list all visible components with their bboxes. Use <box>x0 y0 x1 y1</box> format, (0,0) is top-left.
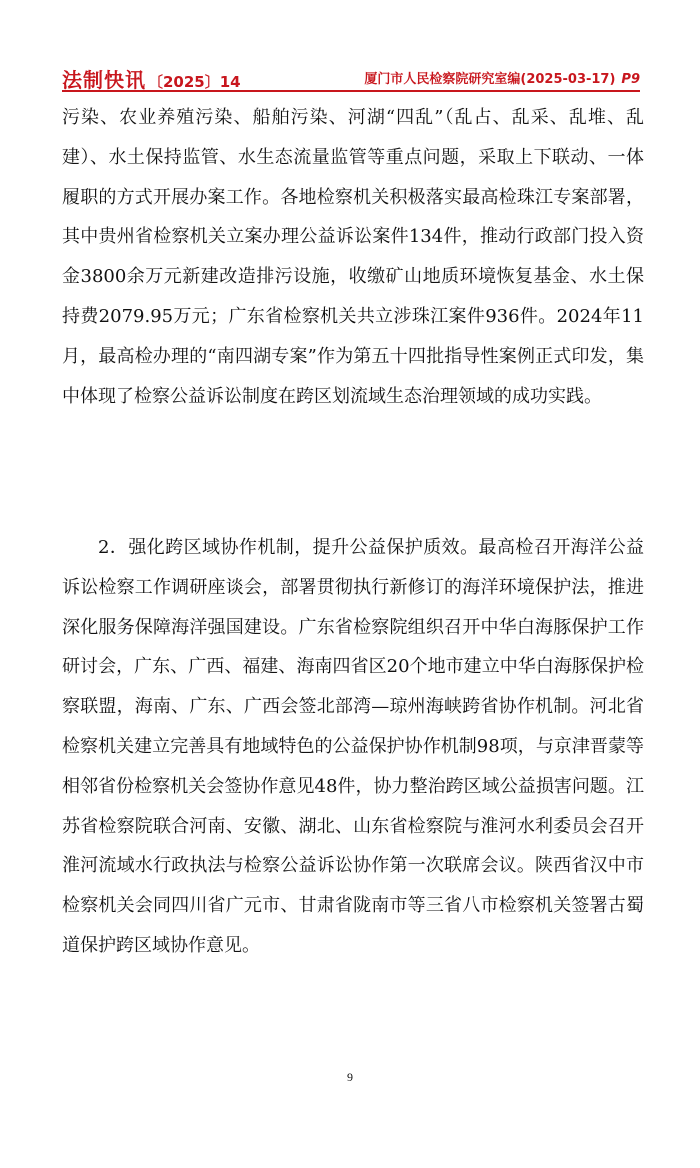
newsletter-name: 法制快讯 <box>62 68 146 92</box>
issue-number: 〔2025〕14 <box>148 73 241 91</box>
paragraph-section-2 <box>62 528 644 966</box>
paragraph-text: 2．强化跨区域协作机制，提升公益保护质效。最高检召开海洋公益诉讼检察工作调研座谈会，部署贯彻执行新修订的海洋环境保护法，推进深化服务保障海洋强国建设。广东省检察院组织召开中华白海豚保护工作研讨会，广东、广西、福建、海南四省区20个地市建立中华白海豚保护检察联盟，海南、广东、广西会签北部湾—琼州海峡跨省协作机制。河北省检察机关建立完善具有地域特色的公益保护协作机制98项，与京津晋蒙等相邻省份检察机关会签协作意见48件，协力整治跨区域公益损害问题。江苏省检察院联合河南、安徽、湖北、山东省检察院与淮河水利委员会召开淮河流域水行政执法与检察公益诉讼协作第一次联席会议。陕西省汉中市检察机关会同四川省广元市、甘肃省陇南市等三省八市检察机关签署古蜀道保护跨区域协作意见。 <box>62 537 644 956</box>
page-header <box>62 60 640 92</box>
publisher-text: 厦门市人民检察院研究室编(2025-03-17) <box>364 72 616 87</box>
header-publisher-info <box>364 68 640 87</box>
footer-page-number: 9 <box>347 1070 353 1084</box>
header-title <box>62 64 241 93</box>
paragraph-text: 污染、农业养殖污染、船舶污染、河湖“四乱”（乱占、乱采、乱堆、乱建）、水土保持监管、水生态流量监管等重点问题，采取上下联动、一体履职的方式开展办案工作。各地检察机关积极落实最高检珠江专案部署，其中贵州省检察机关立案办理公益诉讼案件134件，推动行政部门投入资金3800余万元新建改造排污设施，收缴矿山地质环境恢复基金、水土保持费2079.95万元；广东省检察机关共立涉珠江案件936件。2024年11月，最高检办理的“南四湖专案”作为第五十四批指导性案例正式印发，集中体现了检察公益诉讼制度在跨区划流域生态治理领域的成功实践。 <box>62 107 644 407</box>
paragraph-continued <box>62 98 644 416</box>
header-page-label: P9 <box>621 72 640 87</box>
